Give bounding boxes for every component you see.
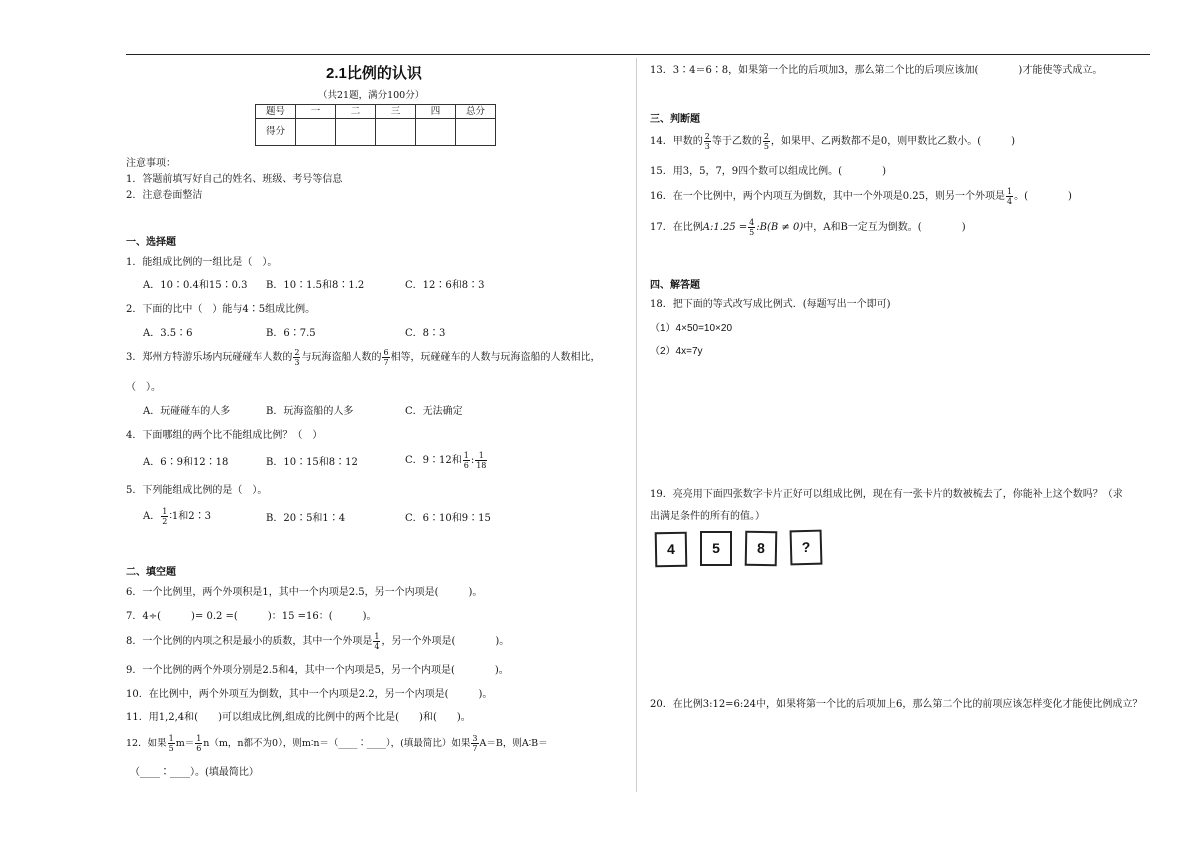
fraction: $\frac{2}{3}$: [704, 132, 710, 151]
q14-text: ，如果甲、乙两数都不是0，则甲数比乙数小。( ): [770, 136, 1016, 147]
fraction: $\frac{1}{4}$: [1007, 187, 1013, 206]
number-card: 5: [700, 531, 732, 566]
notes-heading: 注意事项：: [126, 158, 176, 169]
fraction: $\frac{1}{5}$: [168, 734, 174, 753]
score-table: [255, 104, 496, 146]
option-b[interactable]: B．6∶7.5: [266, 328, 316, 339]
q17-text: 中，A和B一定互为倒数。( ): [803, 222, 966, 233]
option-b[interactable]: B．10∶15和8∶12: [266, 457, 358, 468]
fraction: $\frac{1}{2}$: [162, 507, 168, 526]
option-a[interactable]: A．3.5∶6: [143, 328, 193, 339]
q17-expr: :B(B ≠ 0): [756, 222, 804, 233]
q8-text: 8．一个比例的内项之积是最小的质数，其中一个外项是: [126, 636, 373, 647]
fraction: $\frac{2}{3}$: [294, 348, 300, 367]
fraction: $\frac{1}{4}$: [374, 632, 380, 651]
note-item: 1．答题前填写好自己的姓名、班级、考号等信息: [126, 174, 343, 185]
column-divider: [636, 58, 637, 792]
question-20: 20．在比例3:12=6:24中，如果将第一个比的后项加上6，那么第二个比的前项应该怎样变化才能使比例成立？: [650, 699, 1143, 710]
q12-text: A＝B，则A∶B＝: [479, 738, 548, 749]
option-c[interactable]: C．12∶6和8∶3: [405, 280, 485, 291]
option-c-text: C．9∶12和: [405, 455, 462, 466]
fraction: $\frac{1}{18}$: [476, 451, 487, 470]
question-12: [126, 734, 548, 753]
score-cell[interactable]: [376, 119, 416, 146]
question-9: 9．一个比例的两个外项分别是2.5和4，其中一个内项是5，另一个内项是( )。: [126, 665, 509, 676]
q3-text: 3．郑州方特游乐场内玩碰碰车人数的: [126, 352, 293, 363]
question-11: 11．用1,2,4和( )可以组成比例,组成的比例中的两个比是( )和( )。: [126, 712, 471, 723]
fraction: $\frac{4}{5}$: [749, 218, 755, 237]
q12-text: m＝: [175, 738, 195, 749]
score-header-cell: 题号: [256, 105, 296, 119]
score-cell[interactable]: [296, 119, 336, 146]
fraction: $\frac{3}{7}$: [472, 734, 478, 753]
fraction: $\frac{1}{6}$: [196, 734, 202, 753]
option-a[interactable]: A．玩碰碰车的人多: [143, 406, 231, 417]
q12-text: n（m，n都不为0），则m∶n＝（____∶____），(填最简比）如果: [203, 738, 471, 749]
q19-line2: 出满足条件的所有的值。）: [650, 511, 765, 522]
q12-text: 12．如果: [126, 738, 167, 749]
question-2: 2．下面的比中（ ）能与4∶5组成比例。: [126, 304, 316, 315]
q3-text: 相等，玩碰碰车的人数与玩海盗船的人数相比，: [390, 352, 601, 363]
question-6: 6．一个比例里，两个外项积是1，其中一个内项是2.5，另一个内项是( )。: [126, 587, 483, 598]
question-19: 19．亮亮用下面四张数字卡片正好可以组成比例，现在有一张卡片的数被梳去了，你能补上这个数吗？（求: [650, 489, 1123, 500]
question-10: 10．在比例中，两个外项互为倒数，其中一个内项是2.2，另一个内项是( )。: [126, 689, 493, 700]
option-a-text: A．: [143, 511, 161, 522]
option-c[interactable]: C．6∶10和9∶15: [405, 513, 491, 524]
question-18: 18．把下面的等式改写成比例式．(每题写出一个即可): [650, 299, 891, 310]
score-header-cell: 四: [416, 105, 456, 119]
question-4: 4．下面哪组的两个比不能组成比例？（ ）: [126, 430, 323, 441]
q14-text: 等于乙数的: [711, 136, 762, 147]
question-5: 5．下列能组成比例的是（ ）。: [126, 485, 268, 496]
fraction: $\frac{6}{7}$: [383, 348, 389, 367]
score-cell[interactable]: [416, 119, 456, 146]
question-13: 13．3∶4＝6∶8，如果第一个比的后项加3，那么第二个比的后项应该加( )才能使等式成立。: [650, 65, 1103, 76]
option-c[interactable]: C．无法确定: [405, 406, 463, 417]
question-7: 7．4÷( )= 0.2 =( )：15 =16：( )。: [126, 611, 377, 622]
option-b[interactable]: B．玩海盗船的人多: [266, 406, 354, 417]
section-heading: 三、判断题: [650, 114, 700, 125]
question-14: [650, 132, 1015, 151]
q12-line2: （____∶____）。(填最简比）: [130, 767, 259, 778]
score-header-cell: 一: [296, 105, 336, 119]
question-3: [126, 348, 601, 367]
score-header-cell: 总分: [456, 105, 496, 119]
option-a[interactable]: A．6∶9和12∶18: [143, 457, 229, 468]
option-c[interactable]: C．8∶3: [405, 328, 446, 339]
q16-text: 。( ): [1014, 191, 1072, 202]
option-b[interactable]: B．20∶5和1∶4: [266, 513, 346, 524]
note-item: 2．注意卷面整洁: [126, 190, 203, 201]
q3-text: 与玩海盗船人数的: [301, 352, 382, 363]
fraction: $\frac{2}{5}$: [763, 132, 769, 151]
question-15: 15．用3，5，7，9四个数可以组成比例。( ): [650, 166, 886, 177]
question-1: 1．能组成比例的一组比是（ ）。: [126, 257, 278, 268]
score-header-cell: 三: [376, 105, 416, 119]
score-cell[interactable]: [336, 119, 376, 146]
q18-item: （2）4x=7y: [650, 346, 703, 357]
q14-text: 14．甲数的: [650, 136, 703, 147]
score-header-cell: 二: [336, 105, 376, 119]
option-a-text: ∶1和2∶3: [169, 511, 212, 522]
q16-text: 16．在一个比例中，两个内项互为倒数，其中一个外项是0.25，则另一个外项是: [650, 191, 1005, 202]
score-cell[interactable]: [456, 119, 496, 146]
option-b[interactable]: B．10∶1.5和8∶1.2: [266, 280, 365, 291]
score-row-label: 得分: [256, 119, 296, 146]
number-card: ?: [790, 530, 823, 566]
option-a[interactable]: A．10∶0.4和15∶0.3: [143, 280, 248, 291]
header-rule: [126, 54, 1150, 55]
q18-item: （1）4×50=10×20: [650, 323, 733, 334]
section-heading: 四、解答题: [650, 280, 700, 291]
q17-expr: A:1.25 =: [702, 222, 748, 233]
page-subtitle: （共21题，满分100分）: [318, 90, 425, 101]
question-17: [650, 218, 966, 237]
page-title: 2.1比例的认识: [326, 65, 422, 82]
section-heading: 一、选择题: [126, 237, 176, 248]
section-heading: 二、填空题: [126, 567, 176, 578]
question-8: [126, 632, 509, 651]
number-card: 8: [745, 531, 778, 567]
option-c[interactable]: C．9∶12和 $\frac{1}{6}$ : $\frac{1}{18}$: [405, 451, 487, 470]
question-16: [650, 187, 1072, 206]
fraction: $\frac{1}{6}$: [463, 451, 469, 470]
option-a[interactable]: [143, 507, 211, 526]
q17-text: 17．在比例: [650, 222, 703, 233]
number-card: 4: [655, 532, 688, 568]
q8-text: ，另一个外项是( )。: [381, 636, 510, 647]
q3-line2: （ ）。: [126, 382, 161, 393]
